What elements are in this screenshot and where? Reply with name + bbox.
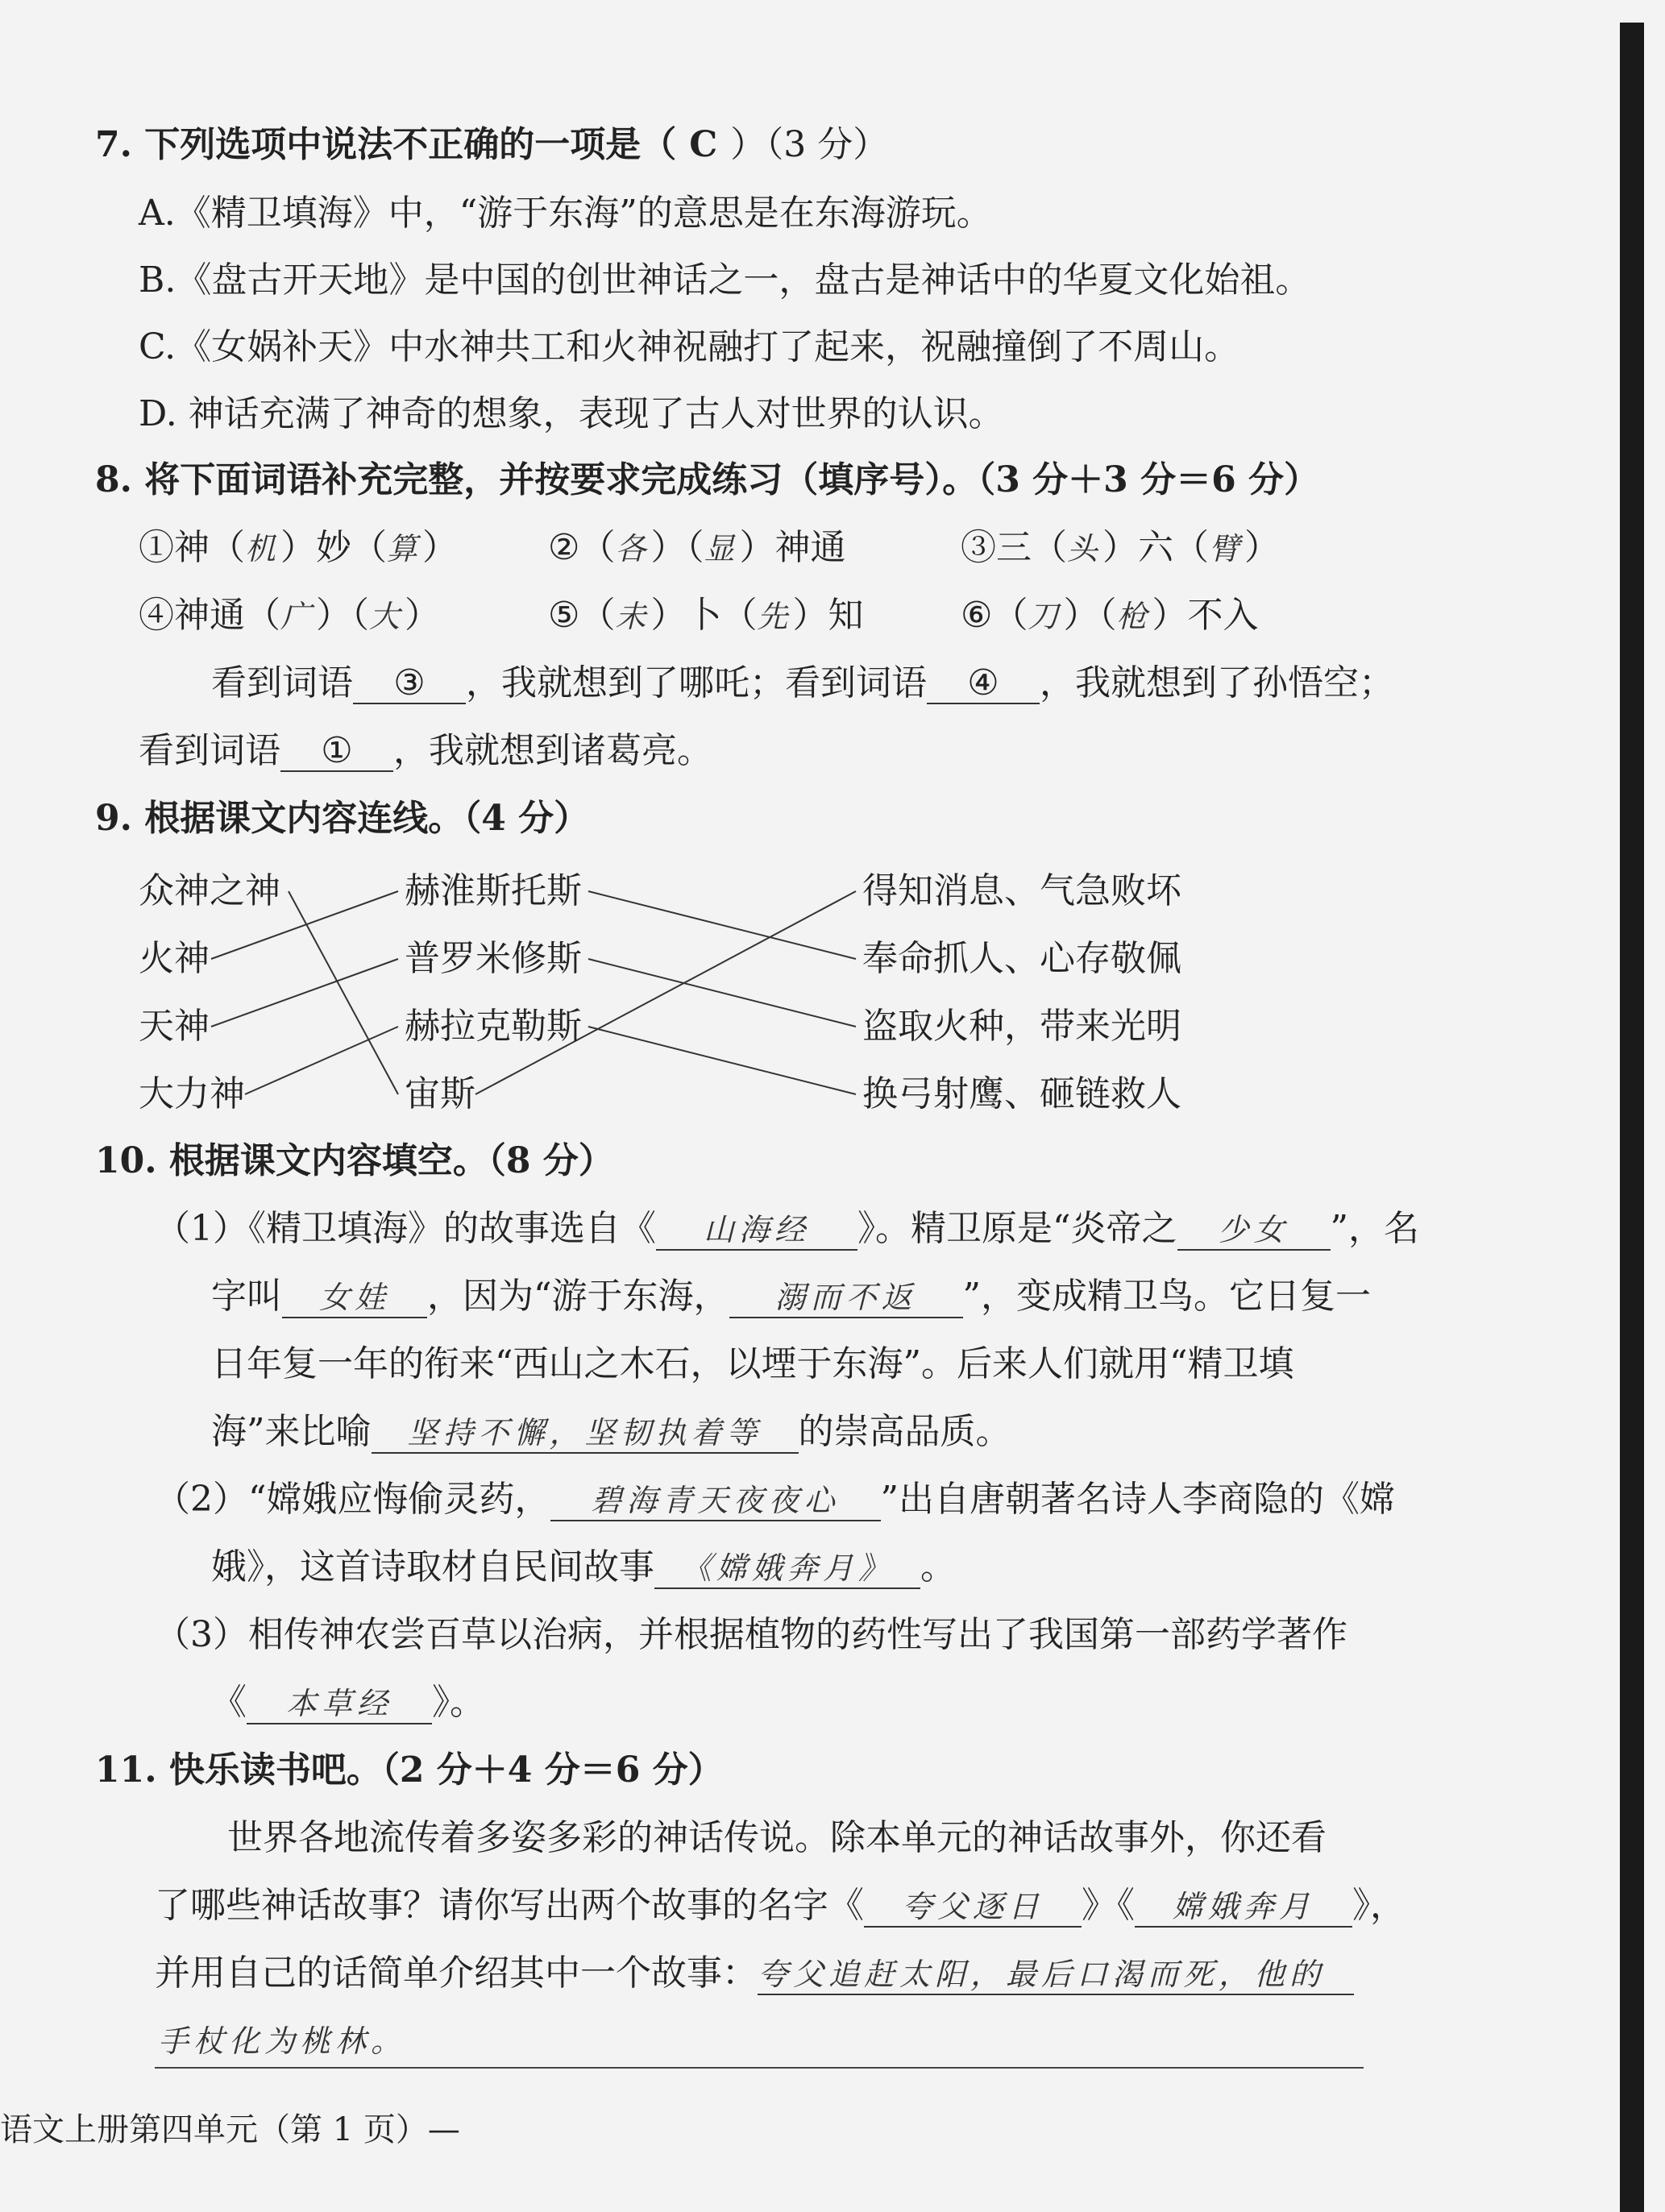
q10-blank-nvwa: 女娃: [282, 1278, 427, 1318]
q10-part2-line1: （2）“嫦娥应悔偷灵药， 碧海青天夜夜心 ”出自唐朝著名诗人李商隐的《嫦: [155, 1479, 1395, 1520]
q8-answer-4a: 广: [280, 599, 317, 634]
q9-link-mid-right: [588, 891, 856, 959]
q8-blank-1: ③: [353, 664, 466, 704]
q8-idiom-4: ④神通（广）（大）: [139, 595, 441, 636]
q10-blank-shanhaijing: 山海经: [656, 1210, 857, 1251]
q11-line3: 并用自己的话简单介绍其中一个故事：夸父追赶太阳，最后口渴而死，他的: [155, 1951, 1354, 1996]
q10-blank-niershifan: 溺而不返: [729, 1278, 963, 1318]
q8-blank-3: ①: [280, 732, 393, 772]
q8-answer-5a: 未: [615, 599, 651, 634]
q7-prompt-text: 7. 下列选项中说法不正确的一项是（: [95, 124, 677, 165]
q11-answer-underline: [155, 2067, 1364, 2069]
q8-answer-6a: 刀: [1028, 599, 1064, 634]
q9-left-item: 火神: [139, 938, 210, 979]
q8-idiom-5: ⑤（未）卜（先）知: [548, 595, 864, 636]
q11-line1: 世界各地流传着多姿多彩的神话传说。除本单元的神话故事外，你还看: [227, 1817, 1327, 1858]
q7-option-a: A.《精卫填海》中，“游于东海”的意思是在东海游玩。: [139, 193, 992, 234]
q10-blank-quality: 坚持不懈，坚韧执着等: [372, 1413, 799, 1454]
q9-prompt: 9. 根据课文内容连线。（4 分）: [95, 798, 590, 839]
q9-mid-item: 宙斯: [405, 1073, 475, 1114]
q9-mid-item: 赫淮斯托斯: [405, 870, 582, 911]
q8-answer-3b: 臂: [1209, 531, 1245, 566]
q10-part1-line4: 海”来比喻 坚持不懈，坚韧执着等 的崇高品质。: [211, 1411, 1011, 1452]
q9-mid-item: 赫拉克勒斯: [405, 1006, 582, 1047]
q10-blank-bencaojing: 本草经: [247, 1684, 432, 1724]
q11-line4: 手杖化为桃林。: [158, 2023, 407, 2059]
q11-blank-story2: 嫦娥奔月: [1135, 1887, 1352, 1928]
q11-prompt: 11. 快乐读书吧。（2 分＋4 分＝6 分）: [95, 1749, 724, 1791]
q8-answer-6b: 枪: [1116, 599, 1152, 634]
q9-right-item: 换弓射鹰、砸链救人: [862, 1073, 1181, 1114]
q9-right-item: 得知消息、气急败坏: [862, 870, 1181, 911]
q8-fill-line-2: 看到词语 ① ，我就想到诸葛亮。: [139, 730, 712, 771]
q10-prompt: 10. 根据课文内容填空。（8 分）: [95, 1140, 614, 1181]
q10-part1-line2: 字叫 女娃 ，因为“游于东海， 溺而不返 ”，变成精卫鸟。它日复一: [211, 1276, 1371, 1317]
q7-option-c: C.《女娲补天》中水神共工和火神祝融打了起来，祝融撞倒了不周山。: [139, 326, 1240, 367]
q7-option-b: B.《盘古开天地》是中国的创世神话之一，盘古是神话中的华夏文化始祖。: [139, 259, 1311, 301]
q10-part1-line3: 日年复一年的衔来“西山之木石，以堙于东海”。后来人们就用“精卫填: [211, 1343, 1294, 1384]
q7-option-d: D. 神话充满了神奇的想象，表现了古人对世界的认识。: [139, 393, 1004, 434]
q8-fill-line-1: 看到词语 ③ ，我就想到了哪吒；看到词语 ④ ，我就想到了孙悟空；: [211, 662, 1394, 703]
q8-idiom-2: ②（各）（显）神通: [548, 527, 846, 568]
q10-part3-line2: 《 本草经 》。: [211, 1682, 485, 1723]
q8-answer-1a: 机: [245, 531, 281, 566]
q8-answer-3a: 头: [1067, 531, 1103, 566]
q10-blank-poem: 碧海青天夜夜心: [550, 1481, 881, 1521]
q8-blank-2: ④: [927, 664, 1040, 704]
q10-part1-line1: （1）《精卫填海》的故事选自《 山海经 》。精卫原是“炎帝之 少女 ”，名: [155, 1208, 1419, 1249]
q8-prompt: 8. 将下面词语补充完整，并按要求完成练习（填序号）。（3 分＋3 分＝6 分）: [95, 459, 1320, 500]
q8-answer-5b: 先: [757, 599, 793, 634]
q9-link-mid-right: [588, 1027, 856, 1094]
q8-answer-1b: 算: [387, 531, 423, 566]
q9-link-mid-right: [588, 959, 856, 1027]
q11-blank-summary: 夸父追赶太阳，最后口渴而死，他的: [758, 1955, 1354, 1995]
q9-link-left-mid: [211, 959, 398, 1027]
q8-idiom-3: ③三（头）六（臂）: [961, 527, 1281, 568]
q9-link-left-mid: [245, 1027, 398, 1094]
q10-blank-story: 《嫦娥奔月》: [654, 1549, 920, 1589]
q8-answer-4b: 大: [369, 599, 405, 634]
q9-left-item: 大力神: [139, 1073, 245, 1114]
q8-answer-2b: 显: [704, 531, 740, 566]
q10-part3-line1: （3）相传神农尝百草以治病，并根据植物的药性写出了我国第一部药学著作: [155, 1614, 1347, 1655]
q9-link-mid-right: [475, 891, 856, 1094]
q10-part2-line2: 娥》，这首诗取材自民间故事 《嫦娥奔月》 。: [211, 1546, 956, 1587]
q9-right-item: 盗取火种，带来光明: [862, 1006, 1181, 1047]
q8-idiom-1: ①神（机）妙（算）: [139, 527, 459, 568]
q11-line2: 了哪些神话故事？请你写出两个故事的名字《 夸父逐日 》《 嫦娥奔月 》，: [155, 1885, 1405, 1926]
q9-left-item: 众神之神: [139, 870, 280, 911]
page-footer: 语文上册第四单元（第 1 页）—: [0, 2111, 460, 2148]
q10-blank-shaonv: 少女: [1177, 1210, 1331, 1251]
q8-answer-2a: 各: [615, 531, 651, 566]
q8-idiom-6: ⑥（刀）（枪）不入: [961, 595, 1259, 636]
q9-mid-item: 普罗米修斯: [405, 938, 582, 979]
q11-blank-story1: 夸父逐日: [864, 1887, 1082, 1928]
q7-answer: C: [689, 124, 718, 165]
q9-left-item: 天神: [139, 1006, 210, 1047]
q7-score: ）（3 分）: [730, 124, 889, 165]
q9-right-item: 奉命抓人、心存敬佩: [862, 938, 1181, 979]
